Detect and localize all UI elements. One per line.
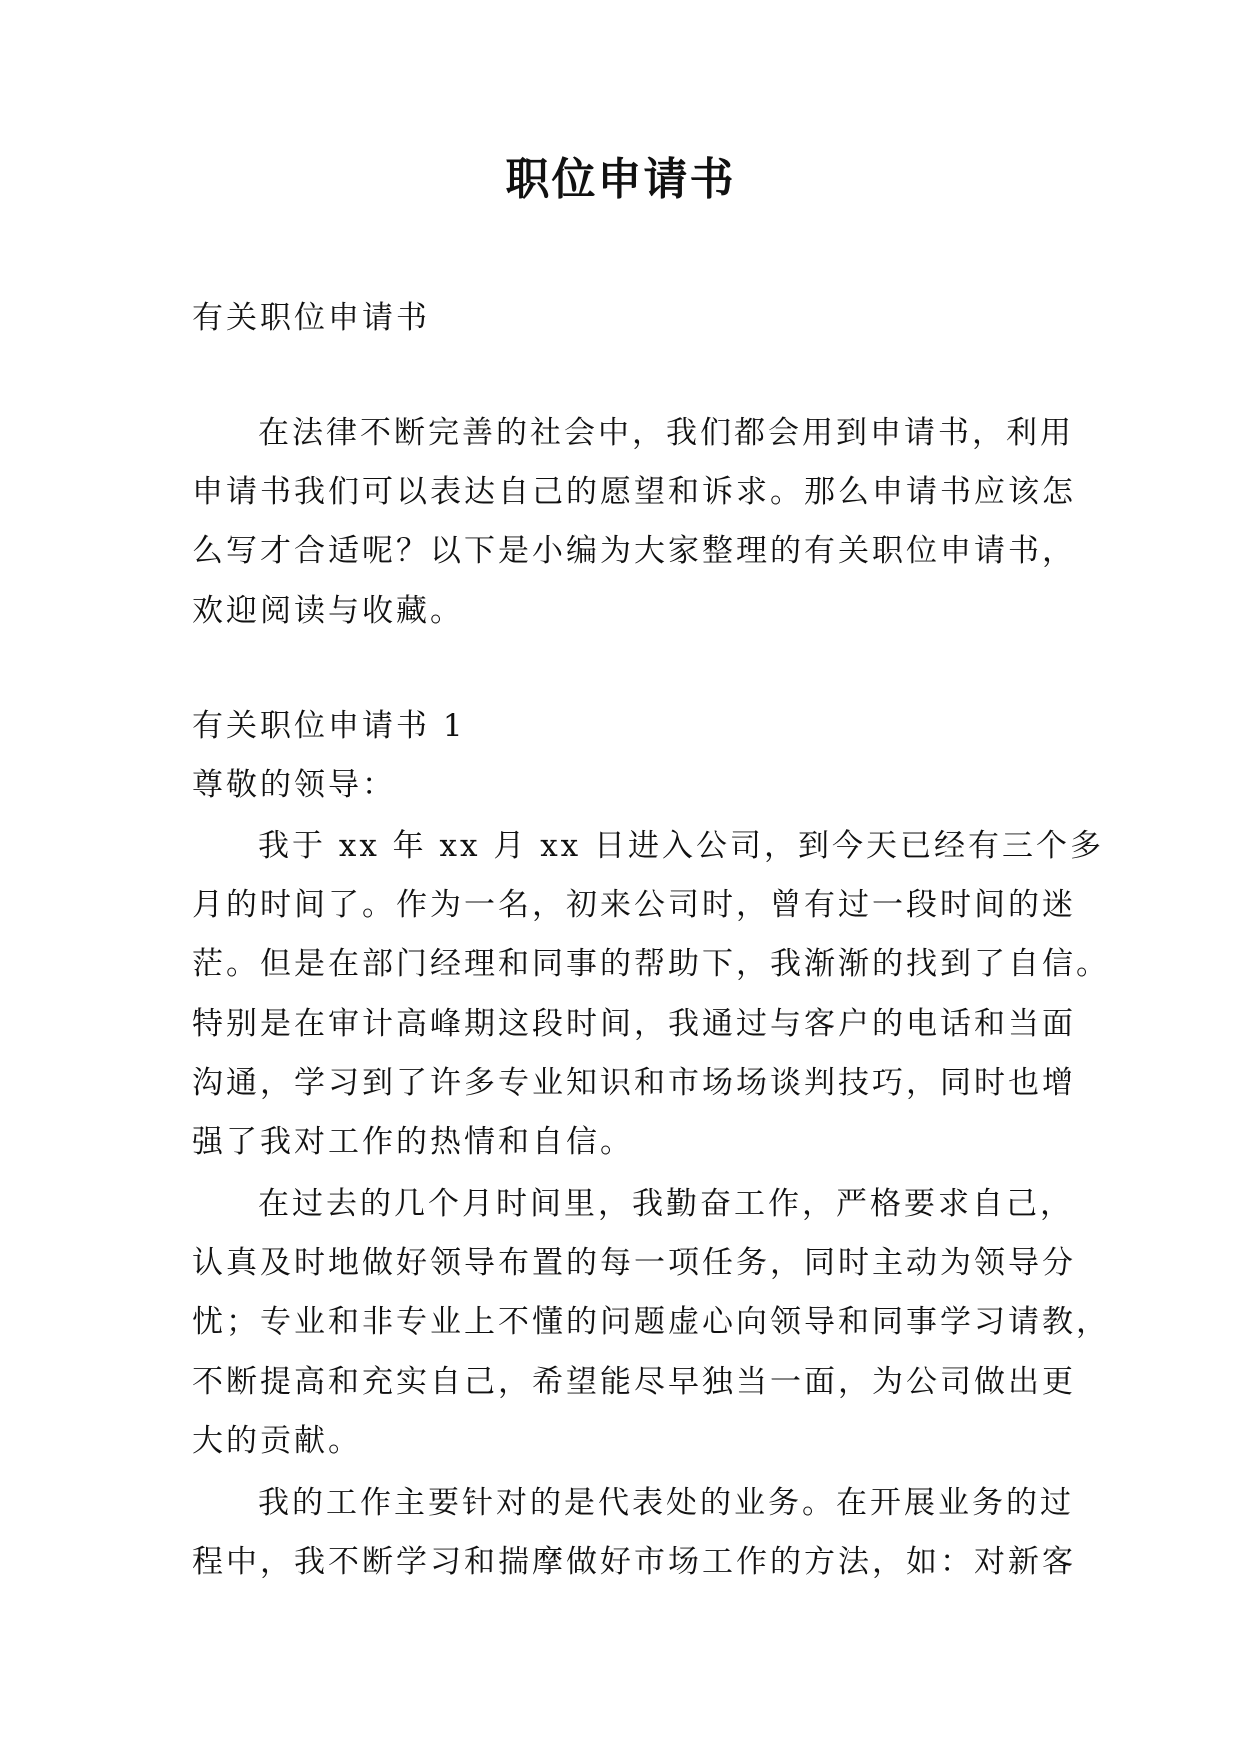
paragraph2-line-2: 认真及时地做好领导布置的每一项任务，同时主动为领导分 bbox=[192, 1245, 1076, 1281]
paragraph1-line-2: 月的时间了。作为一名，初来公司时，曾有过一段时间的迷 bbox=[192, 887, 1076, 923]
document-title: 职位申请书 bbox=[505, 154, 736, 205]
paragraph1-line-1: 我于 xx 年 xx 月 xx 日进入公司，到今天已经有三个多 bbox=[258, 828, 1105, 864]
paragraph2-line-1: 在过去的几个月时间里，我勤奋工作，严格要求自己， bbox=[258, 1186, 1074, 1222]
paragraph3-line-2: 程中，我不断学习和揣摩做好市场工作的方法，如：对新客 bbox=[192, 1544, 1076, 1580]
paragraph2-line-4: 不断提高和充实自己，希望能尽早独当一面，为公司做出更 bbox=[192, 1364, 1076, 1400]
paragraph3-line-1: 我的工作主要针对的是代表处的业务。在开展业务的过 bbox=[258, 1485, 1074, 1521]
intro-line-2: 申请书我们可以表达自己的愿望和诉求。那么申请书应该怎 bbox=[192, 474, 1076, 510]
intro-line-3: 么写才合适呢？以下是小编为大家整理的有关职位申请书， bbox=[192, 533, 1076, 569]
paragraph2-line-5: 大的贡献。 bbox=[192, 1423, 362, 1459]
intro-line-1: 在法律不断完善的社会中，我们都会用到申请书，利用 bbox=[258, 415, 1074, 451]
paragraph1-line-3: 茫。但是在部门经理和同事的帮助下，我渐渐的找到了自信。 bbox=[192, 946, 1110, 982]
paragraph2-line-3: 忧；专业和非专业上不懂的问题虚心向领导和同事学习请教， bbox=[192, 1304, 1110, 1340]
paragraph1-line-4: 特别是在审计高峰期这段时间，我通过与客户的电话和当面 bbox=[192, 1006, 1076, 1042]
section-heading: 有关职位申请书 1 bbox=[192, 708, 466, 744]
paragraph1-line-6: 强了我对工作的热情和自信。 bbox=[192, 1124, 634, 1160]
paragraph1-line-5: 沟通，学习到了许多专业知识和市场场谈判技巧，同时也增 bbox=[192, 1065, 1076, 1101]
document-subtitle: 有关职位申请书 bbox=[192, 300, 430, 336]
intro-line-4: 欢迎阅读与收藏。 bbox=[192, 593, 464, 629]
salutation: 尊敬的领导： bbox=[192, 767, 396, 803]
